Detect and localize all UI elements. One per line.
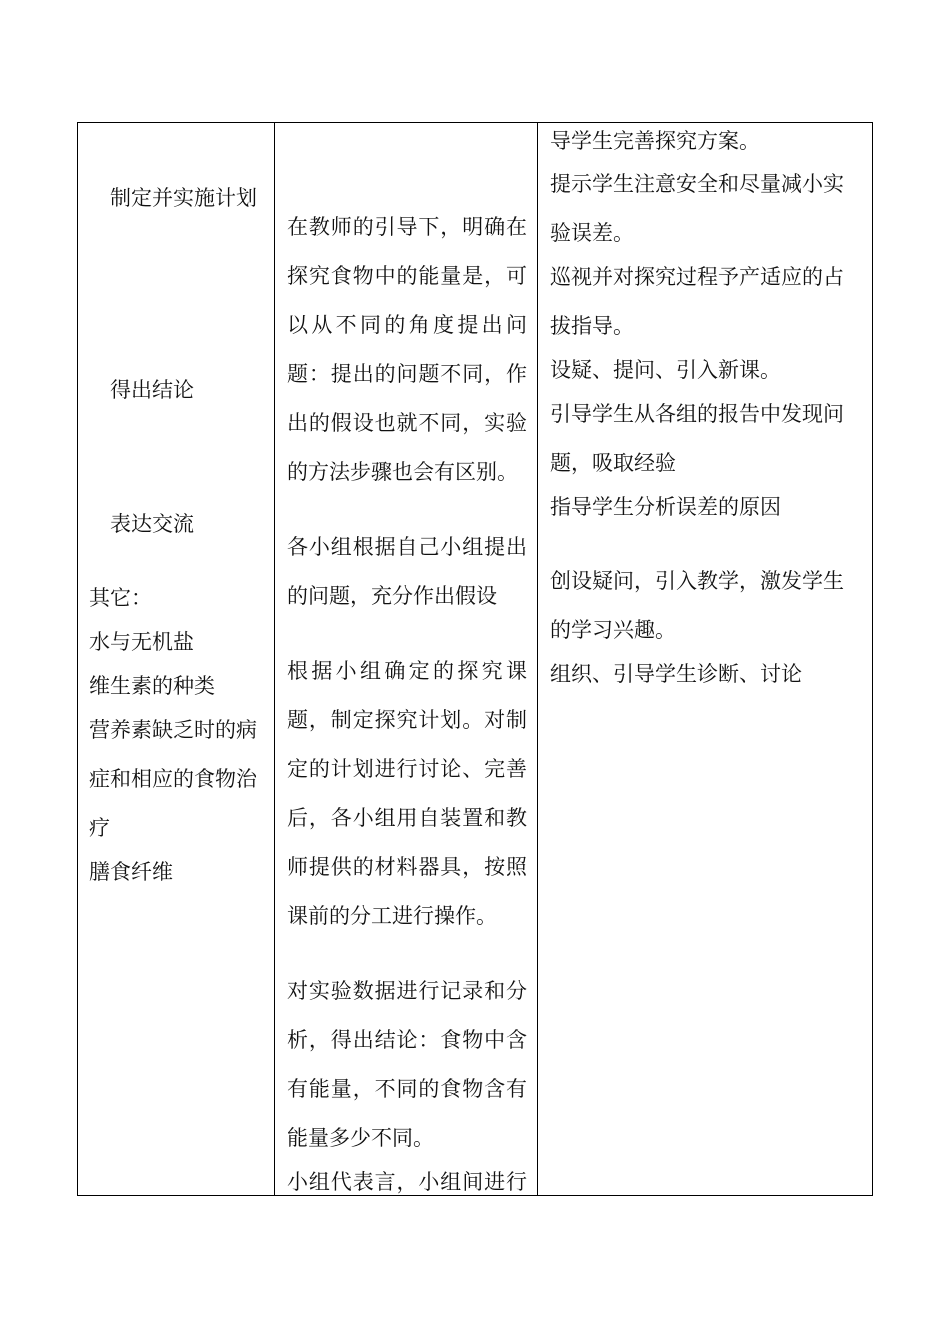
col2-line: 定的计划进行讨论、完善 bbox=[287, 757, 527, 781]
col3-line: 组织、引导学生诊断、讨论 bbox=[550, 662, 802, 686]
col3-line: 引导学生从各组的报告中发现问 bbox=[550, 402, 844, 426]
col2-line: 探究食物中的能量是，可 bbox=[287, 264, 527, 288]
col2-line: 题：提出的问题不同，作 bbox=[287, 362, 527, 386]
col2-line: 后，各小组用自装置和教 bbox=[287, 806, 527, 830]
other-item: 症和相应的食物治 bbox=[89, 767, 257, 791]
other-item: 疗 bbox=[89, 816, 110, 840]
col3-line: 提示学生注意安全和尽量减小实 bbox=[550, 172, 844, 196]
col2-line: 根据小组确定的探究课 bbox=[287, 659, 527, 683]
col2-line: 在教师的引导下，明确在 bbox=[287, 215, 527, 239]
col2-line: 课前的分工进行操作。 bbox=[287, 904, 497, 928]
col3-line: 导学生完善探究方案。 bbox=[550, 129, 760, 153]
col2-line: 的方法步骤也会有区别。 bbox=[287, 460, 518, 484]
col2-line: 的问题，充分作出假设 bbox=[287, 584, 497, 608]
col3-line: 题，吸取经验 bbox=[550, 451, 676, 475]
other-item: 维生素的种类 bbox=[89, 674, 215, 698]
col3-line: 验误差。 bbox=[550, 221, 634, 245]
col2-line: 对实验数据进行记录和分 bbox=[287, 979, 527, 1003]
col2-line: 能量多少不同。 bbox=[287, 1126, 434, 1150]
other-item: 水与无机盐 bbox=[89, 630, 194, 654]
other-item: 膳食纤维 bbox=[89, 860, 173, 884]
col2-line: 题，制定探究计划。对制 bbox=[287, 708, 527, 732]
column-divider bbox=[274, 123, 275, 1195]
col3-line: 指导学生分析误差的原因 bbox=[550, 495, 781, 519]
col3-line: 的学习兴趣。 bbox=[550, 618, 676, 642]
other-heading: 其它： bbox=[89, 586, 152, 610]
col2-line: 析，得出结论：食物中含 bbox=[287, 1028, 527, 1052]
col2-line: 师提供的材料器具，按照 bbox=[287, 855, 527, 879]
other-item: 营养素缺乏时的病 bbox=[89, 718, 257, 742]
stage-express: 表达交流 bbox=[110, 512, 194, 536]
col3-line: 拔指导。 bbox=[550, 314, 634, 338]
col2-line: 有能量，不同的食物含有 bbox=[287, 1077, 527, 1101]
stage-plan: 制定并实施计划 bbox=[110, 186, 257, 210]
col2-line: 各小组根据自己小组提出 bbox=[287, 535, 527, 559]
column-divider bbox=[537, 123, 538, 1195]
col3-line: 设疑、提问、引入新课。 bbox=[550, 358, 781, 382]
col3-line: 巡视并对探究过程予产适应的占 bbox=[550, 265, 844, 289]
col3-line: 创设疑问，引入教学，激发学生 bbox=[550, 569, 844, 593]
stage-conclusion: 得出结论 bbox=[110, 378, 194, 402]
col2-line: 以从不同的角度提出问 bbox=[287, 313, 527, 337]
lesson-table bbox=[77, 122, 873, 1196]
col2-line: 出的假设也就不同，实验 bbox=[287, 411, 527, 435]
col2-line: 小组代表言，小组间进行 bbox=[287, 1170, 527, 1194]
